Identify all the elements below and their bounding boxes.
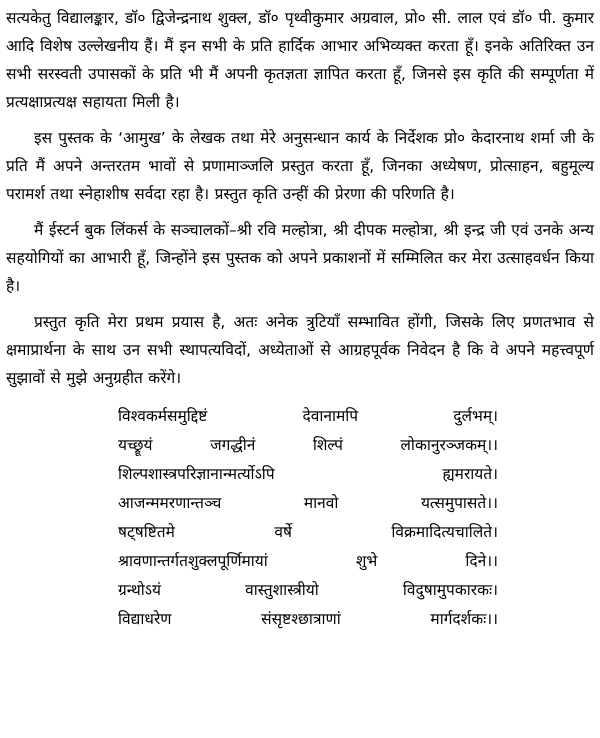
verse-line: शिल्पशास्त्रपरिज्ञानान्मर्त्योऽपि ह्यमरायते। <box>118 465 498 483</box>
sanskrit-verse <box>118 402 498 634</box>
acknowledgement-paragraph: सत्यकेतु विद्यालङ्कार, डॉ० द्विजेन्द्रनाथ शुक्ल, डॉ० पृथ्वीकुमार अग्रवाल, प्रो० सी. लाल एवं डॉ० पी. कुमार आदि विशेष उल्लेखनीय हैं। मैं इन सभी के प्रति हार्दिक आभार अभिव्यक्त करता हूँ। इनके अतिरिक्त उन सभी सरस्वती उपासकों के प्रति भी मैं अपनी कृतज्ञता ज्ञापित करता हूँ, जिनसे इस कृति की सम्पूर्णता में प्रत्यक्षाप्रत्यक्ष सहायता मिली है। <box>6 9 594 111</box>
verse-line: विश्वकर्मसमुद्दिष्टं देवानामपि दुर्लभम्। <box>118 407 498 425</box>
acknowledgement-paragraph: मैं ईस्टर्न बुक लिंकर्स के सञ्चालकों–श्री रवि मल्होत्रा, श्री दीपक मल्होत्रा, श्री इन्द्र जी एवं उनके अन्य सहयोगियों का आभारी हूँ, जिन्होंने इस पुस्तक को अपने प्रकाशनों में सम्मिलित कर मेरा उत्साहवर्धन किया है। <box>6 221 594 295</box>
verse-line: षट्षष्टितमे वर्षे विक्रमादित्यचालिते। <box>118 523 498 541</box>
verse-line: श्रावणान्तर्गतशुक्लपूर्णिमायां शुभे दिने।। <box>118 552 498 570</box>
verse-line: आजन्ममरणान्तञ्च मानवो यत्समुपासते।। <box>118 494 498 512</box>
verse-line: विद्याधरेण संसृष्टश्छात्राणां मार्गदर्शकः।। <box>118 610 498 628</box>
verse-line: ग्रन्थोऽयं वास्तुशास्त्रीयो विदुषामुपकारकः। <box>118 581 498 599</box>
acknowledgement-paragraph: इस पुस्तक के ‘आमुख’ के लेखक तथा मेरे अनुसन्धान कार्य के निर्देशक प्रो० केदारनाथ शर्मा जी के प्रति मैं अपने अन्तरतम भावों से प्रणामाञ्जलि प्रस्तुत करता हूँ, जिनका अध्येषण, प्रोत्साहन, बहुमूल्य परामर्श तथा स्नेहाशीष सर्वदा रहा है। प्रस्तुत कृति उन्हीं की प्रेरणा की परिणति है। <box>6 129 594 203</box>
verse-line: यच्छ्रूयं जगद्धीनं शिल्पं लोकानुरञ्जकम्।। <box>118 436 498 454</box>
acknowledgement-paragraph: प्रस्तुत कृति मेरा प्रथम प्रयास है, अतः अनेक त्रुटियाँ सम्भावित होंगी, जिसके लिए प्रणतभाव से क्षमाप्रार्थना के साथ उन सभी स्थापत्यविदों, अध्येताओं से आग्रहपूर्वक निवेदन है कि वे अपने महत्त्वपूर्ण सुझावों से मुझे अनुग्रहीत करेंगे। <box>6 313 594 387</box>
